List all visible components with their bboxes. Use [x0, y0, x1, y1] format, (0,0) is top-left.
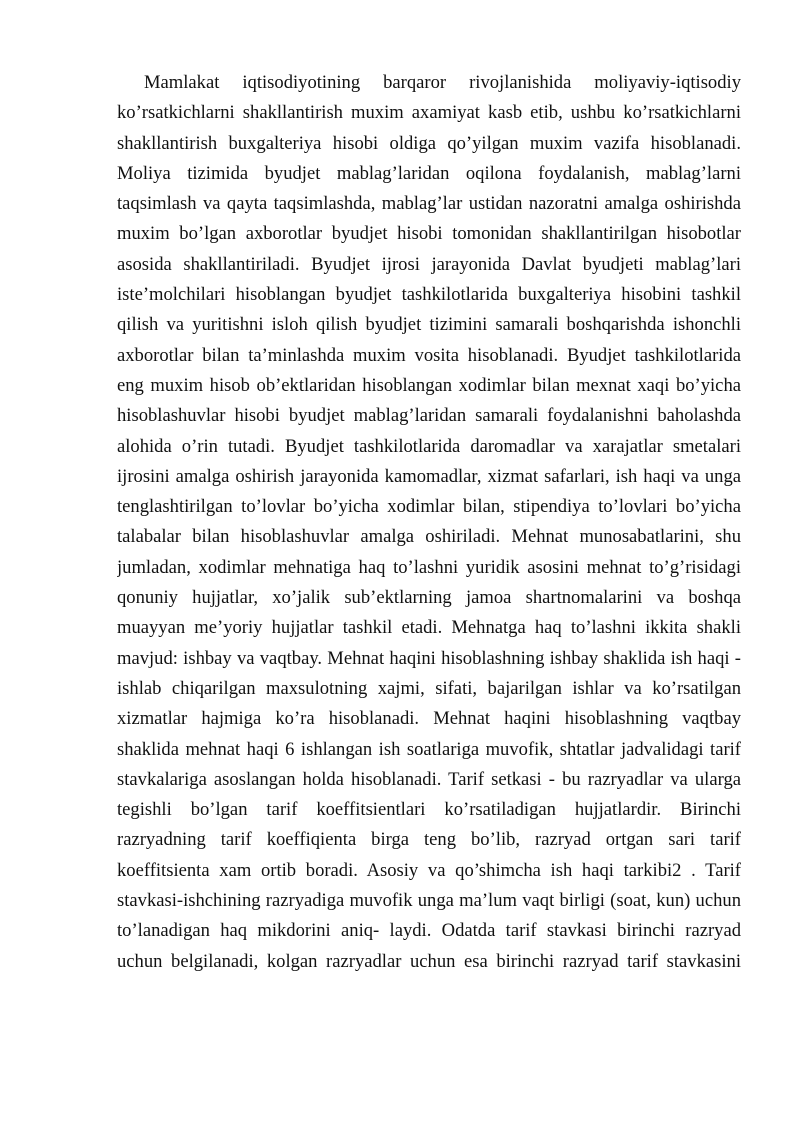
text-line: axborotlar bilan ta’minlashda muxim vosita hisoblanadi. Byudjet tashkilotlarida — [117, 344, 741, 366]
text-line: jumladan, xodimlar mehnatiga haq to’lashni yuridik asosini mehnat to’g’risidagi — [117, 556, 741, 578]
text-line: shaklida mehnat haqi 6 ishlangan ish soatlariga muvofik, shtatlar jadvalidagi tarif — [117, 738, 741, 760]
text-line: koeffitsienta xam ortib boradi. Asosiy va qo’shimcha ish haqi tarkibi2 . Tarif — [117, 859, 741, 881]
text-line: eng muxim hisob ob’ektlaridan hisoblangan xodimlar bilan mexnat xaqi bo’yicha — [117, 374, 741, 396]
text-line: stavkalariga asoslangan holda hisoblanadi. Tarif setkasi - bu razryadlar va ularga — [117, 768, 741, 790]
text-line: muxim bo’lgan axborotlar byudjet hisobi tomonidan shakllantirilgan hisobotlar — [117, 223, 741, 245]
text-line: ishlab chiqarilgan maxsulotning xajmi, sifati, bajarilgan ishlar va ko’rsatilgan — [117, 677, 741, 699]
text-line: uchun belgilanadi, kolgan razryadlar uchun esa birinchi razryad tarif stavkasini — [117, 950, 741, 972]
text-line: stavkasi-ishchining razryadiga muvofik unga ma’lum vaqt birligi (soat, kun) uchun — [117, 890, 741, 912]
text-line: hisoblashuvlar hisobi byudjet mablag’laridan samarali foydalanishni baholashda — [117, 405, 741, 427]
body-paragraph — [117, 68, 741, 977]
document-page — [117, 68, 741, 977]
text-line: asosida shakllantiriladi. Byudjet ijrosi jarayonida Davlat byudjeti mablag’lari — [117, 253, 741, 275]
text-line: muayyan me’yoriy hujjatlar tashkil etadi. Mehnatga haq to’lashni ikkita shakli — [117, 617, 741, 639]
text-line: qonuniy hujjatlar, xo’jalik sub’ektlarning jamoa shartnomalarini va boshqa — [117, 587, 741, 609]
text-line: tegishli bo’lgan tarif koeffitsientlari ko’rsatiladigan hujjatlardir. Birinchi — [117, 799, 741, 821]
text-line: taqsimlash va qayta taqsimlashda, mablag’lar ustidan nazoratni amalga oshirishda — [117, 193, 741, 215]
text-line: razryadning tarif koeffiqienta birga teng bo’lib, razryad ortgan sari tarif — [117, 829, 741, 851]
text-line: ijrosini amalga oshirish jarayonida kamomadlar, xizmat safarlari, ish haqi va unga — [117, 465, 741, 487]
text-line: alohida o’rin tutadi. Byudjet tashkilotlarida daromadlar va xarajatlar smetalari — [117, 435, 741, 457]
text-line: ko’rsatkichlarni shakllantirish muxim axamiyat kasb etib, ushbu ko’rsatkichlarni — [117, 102, 741, 124]
text-line: qilish va yuritishni isloh qilish byudjet tizimini samarali boshqarishda ishonchli — [117, 314, 741, 336]
text-line: to’lanadigan haq mikdorini aniq- laydi. Odatda tarif stavkasi birinchi razryad — [117, 920, 741, 942]
text-line: tenglashtirilgan to’lovlar bo’yicha xodimlar bilan, stipendiya to’lovlari bo’yicha — [117, 496, 741, 518]
text-line: iste’molchilari hisoblangan byudjet tashkilotlarida buxgalteriya hisobini tashkil — [117, 284, 741, 306]
text-line: talabalar bilan hisoblashuvlar amalga oshiriladi. Mehnat munosabatlarini, shu — [117, 526, 741, 548]
text-line: mavjud: ishbay va vaqtbay. Mehnat haqini hisoblashning ishbay shaklida ish haqi - — [117, 647, 741, 669]
text-line: shakllantirish buxgalteriya hisobi oldiga qo’yilgan muxim vazifa hisoblanadi. — [117, 132, 741, 154]
text-line: Moliya tizimida byudjet mablag’laridan oqilona foydalanish, mablag’larni — [117, 162, 741, 184]
text-line: Mamlakat iqtisodiyotining barqaror rivojlanishida moliyaviy-iqtisodiy — [144, 72, 741, 93]
text-line: xizmatlar hajmiga ko’ra hisoblanadi. Mehnat haqini hisoblashning vaqtbay — [117, 708, 741, 730]
